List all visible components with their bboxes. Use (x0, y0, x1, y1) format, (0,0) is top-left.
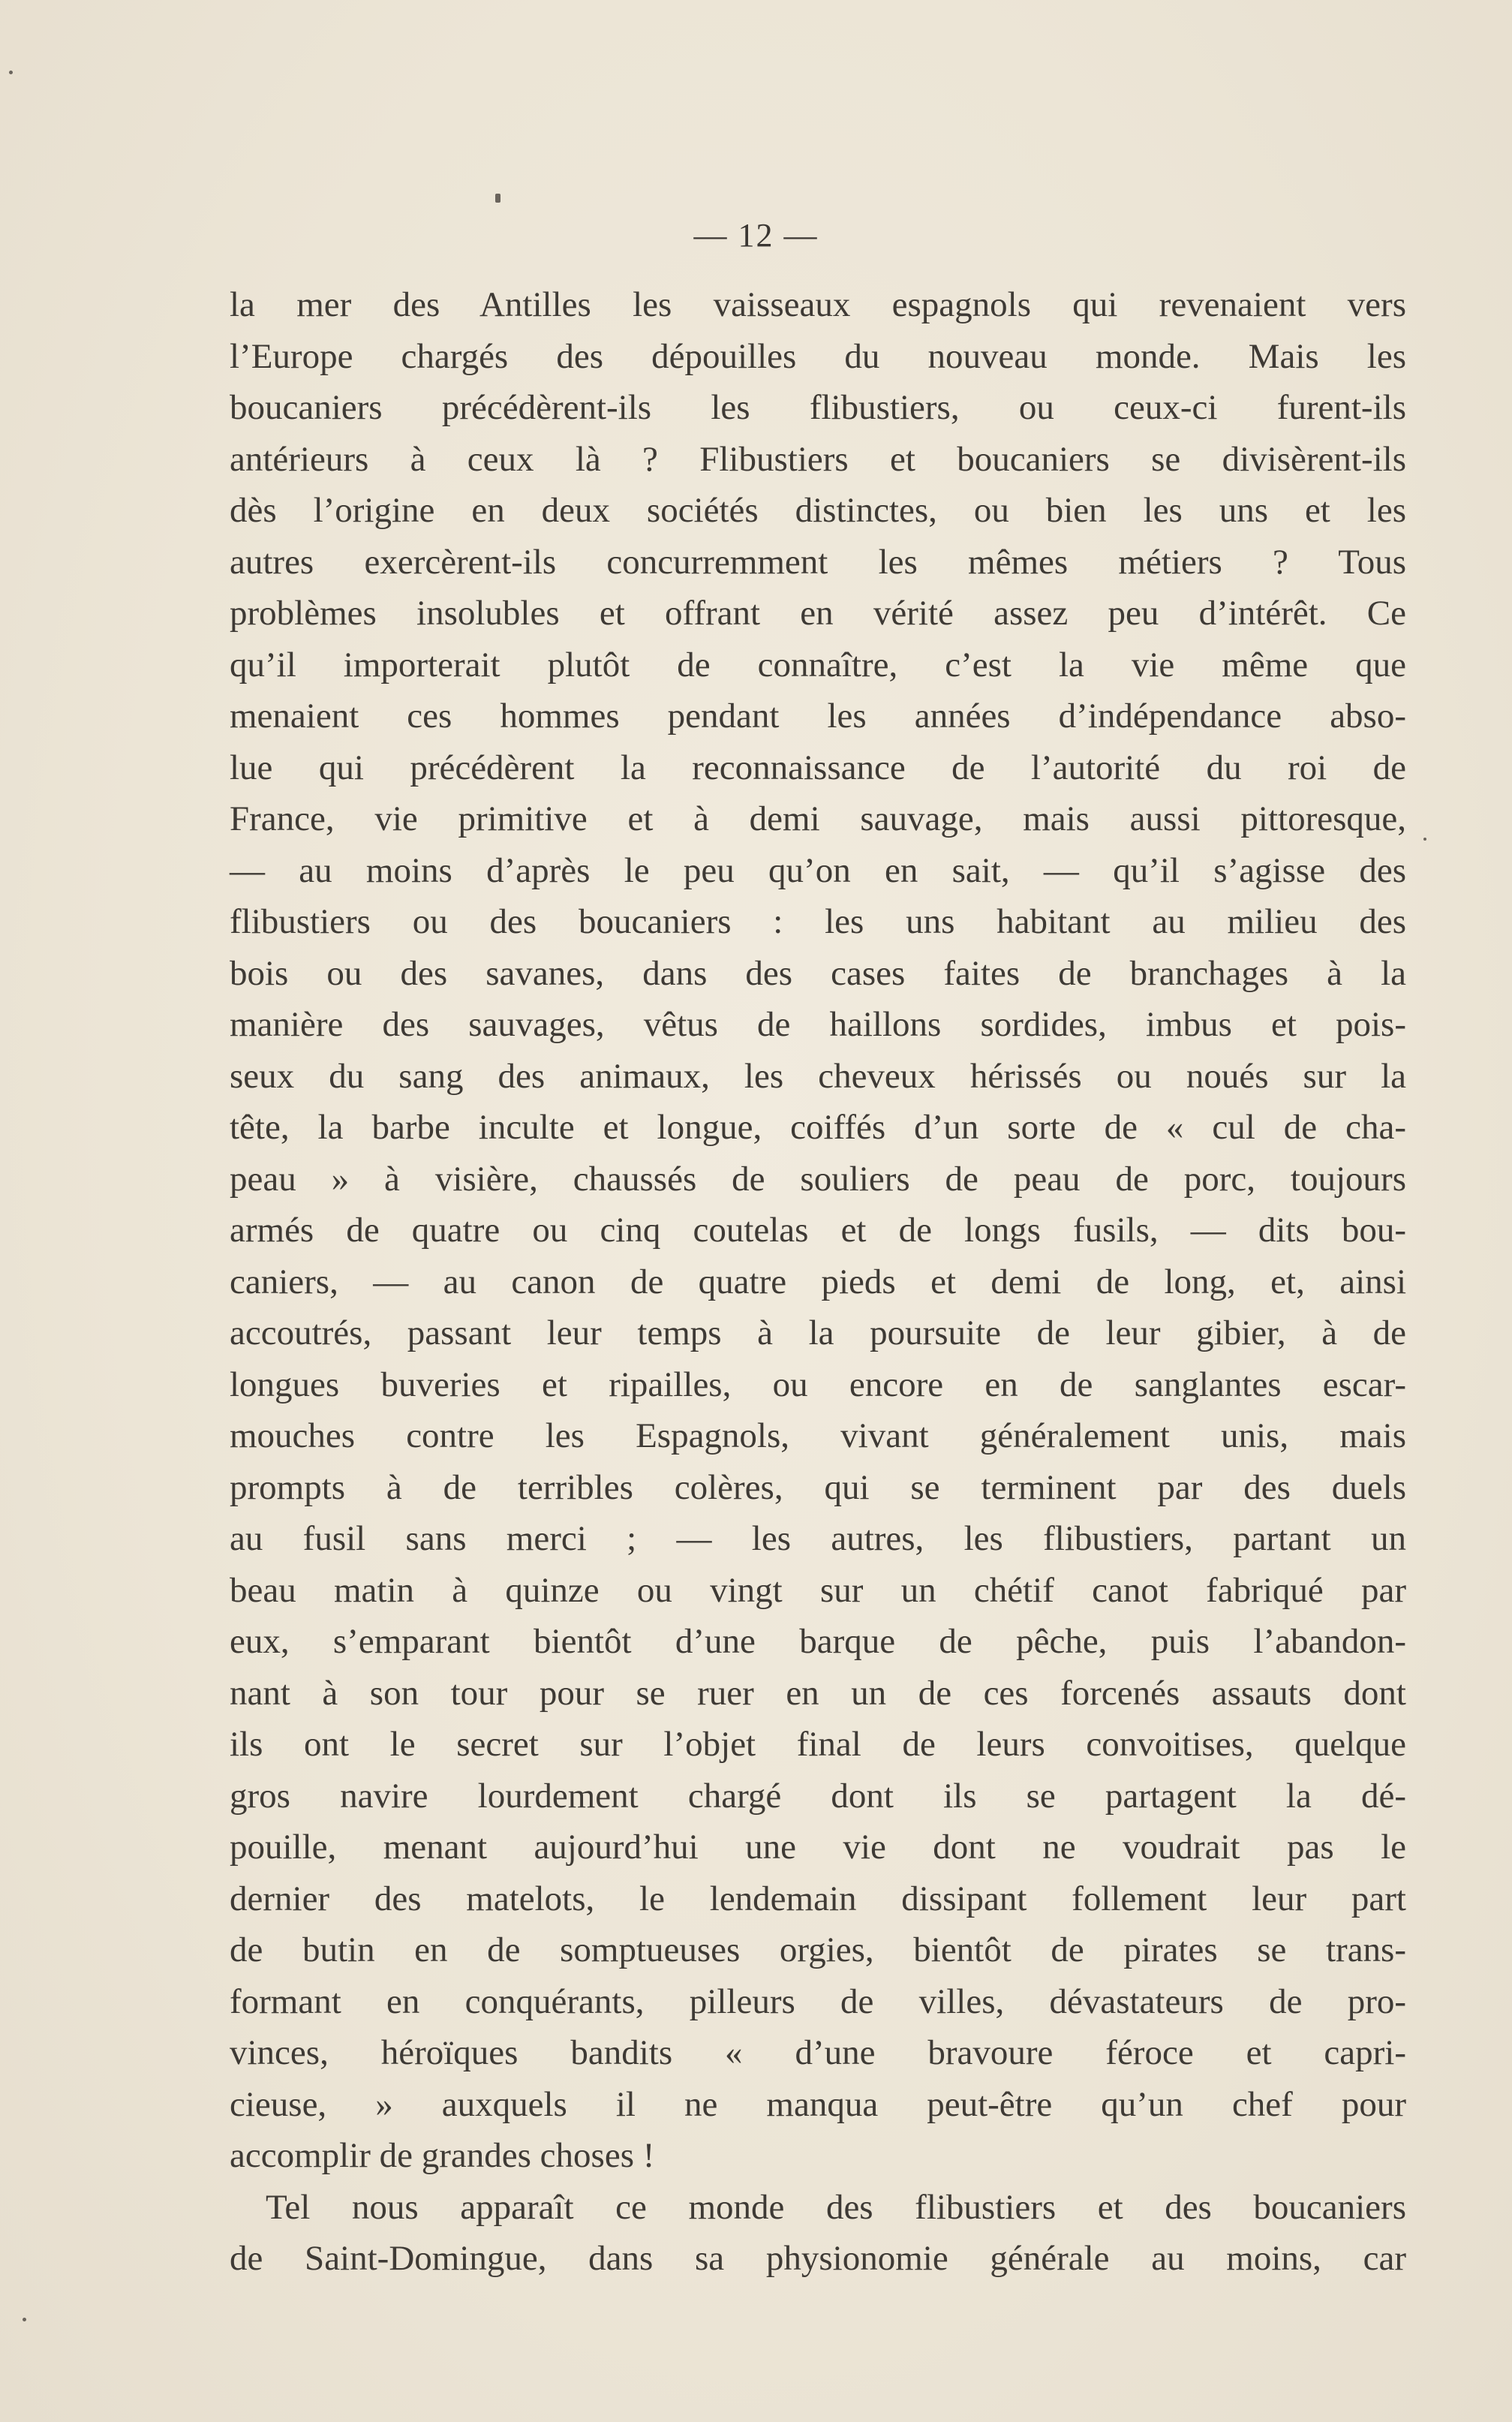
text-line: problèmes insolubles et offrant en vérité assez peu d’intérêt. Ce (230, 594, 1406, 633)
text-line: tête, la barbe inculte et longue, coiffés d’un sorte de « cul de cha- (230, 1108, 1406, 1147)
ink-speck (23, 2318, 26, 2321)
body-text (230, 279, 1406, 2285)
text-line: armés de quatre ou cinq coutelas et de longs fusils, — dits bou- (230, 1211, 1406, 1250)
text-line: cieuse, » auxquels il ne manqua peut-être qu’un chef pour (230, 2084, 1406, 2124)
text-line: boucaniers précédèrent-ils les flibustiers, ou ceux-ci furent-ils (230, 388, 1406, 427)
text-line: peau » à visière, chaussés de souliers de peau de porc, toujours (230, 1159, 1406, 1199)
text-line: France, vie primitive et à demi sauvage, mais aussi pittoresque, (230, 799, 1406, 838)
text-line: dès l’origine en deux sociétés distinctes, ou bien les uns et les (230, 491, 1406, 530)
text-line: au fusil sans merci ; — les autres, les flibustiers, partant un (230, 1519, 1406, 1558)
text-line: flibustiers ou des boucaniers : les uns habitant au milieu des (230, 902, 1406, 941)
ink-speck (1423, 838, 1426, 841)
text-line: lue qui précédèrent la reconnaissance de l’autorité du roi de (230, 748, 1406, 787)
text-line: autres exercèrent-ils concurremment les mêmes métiers ? Tous (230, 542, 1406, 582)
text-line: bois ou des savanes, dans des cases faites de branchages à la (230, 953, 1406, 993)
text-line: mouches contre les Espagnols, vivant généralement unis, mais (230, 1416, 1406, 1455)
text-line: eux, s’emparant bientôt d’une barque de pêche, puis l’abandon- (230, 1622, 1406, 1661)
text-line: beau matin à quinze ou vingt sur un chétif canot fabriqué par (230, 1570, 1406, 1610)
text-line: nant à son tour pour se ruer en un de ces forcenés assauts dont (230, 1673, 1406, 1713)
text-line: menaient ces hommes pendant les années d’indépendance abso- (230, 697, 1406, 736)
text-line: accoutrés, passant leur temps à la poursuite de leur gibier, à de (230, 1313, 1406, 1352)
text-line: la mer des Antilles les vaisseaux espagnols qui revenaient vers (230, 285, 1406, 324)
text-line: pouille, menant aujourd’hui une vie dont ne voudrait pas le (230, 1828, 1406, 1867)
text-line: dernier des matelots, le lendemain dissipant follement leur part (230, 1879, 1406, 1918)
text-line: gros navire lourdement chargé dont ils se partagent la dé- (230, 1776, 1406, 1816)
text-line: caniers, — au canon de quatre pieds et demi de long, et, ainsi (230, 1262, 1406, 1301)
text-line: vinces, héroïques bandits « d’une bravoure féroce et capri- (230, 2033, 1406, 2072)
text-line: longues buveries et ripailles, ou encore en de sanglantes escar- (230, 1364, 1406, 1404)
text-line: Tel nous apparaît ce monde des flibustiers et des boucaniers (266, 2187, 1406, 2227)
text-line: prompts à de terribles colères, qui se terminent par des duels (230, 1467, 1406, 1507)
ink-speck (9, 71, 13, 74)
text-line: antérieurs à ceux là ? Flibustiers et boucaniers se divisèrent-ils (230, 439, 1406, 479)
text-line: de Saint-Domingue, dans sa physionomie générale au moins, car (230, 2239, 1406, 2278)
text-line: de butin en de somptueuses orgies, bientôt de pirates se trans- (230, 1930, 1406, 1969)
text-line: l’Europe chargés des dépouilles du nouveau monde. Mais les (230, 336, 1406, 376)
text-line: accomplir de grandes choses ! (230, 2136, 655, 2175)
text-line: ils ont le secret sur l’objet final de leurs convoitises, quelque (230, 1725, 1406, 1764)
text-line: formant en conquérants, pilleurs de villes, dévastateurs de pro- (230, 1981, 1406, 2021)
text-line: qu’il importerait plutôt de connaître, c’est la vie même que (230, 645, 1406, 684)
ink-speck (495, 194, 500, 203)
text-line: — au moins d’après le peu qu’on en sait, — qu’il s’agisse des (230, 850, 1406, 890)
page-number: — 12 — (693, 217, 819, 254)
text-line: seux du sang des animaux, les cheveux hérissés ou noués sur la (230, 1056, 1406, 1096)
text-line: manière des sauvages, vêtus de haillons sordides, imbus et pois- (230, 1005, 1406, 1044)
